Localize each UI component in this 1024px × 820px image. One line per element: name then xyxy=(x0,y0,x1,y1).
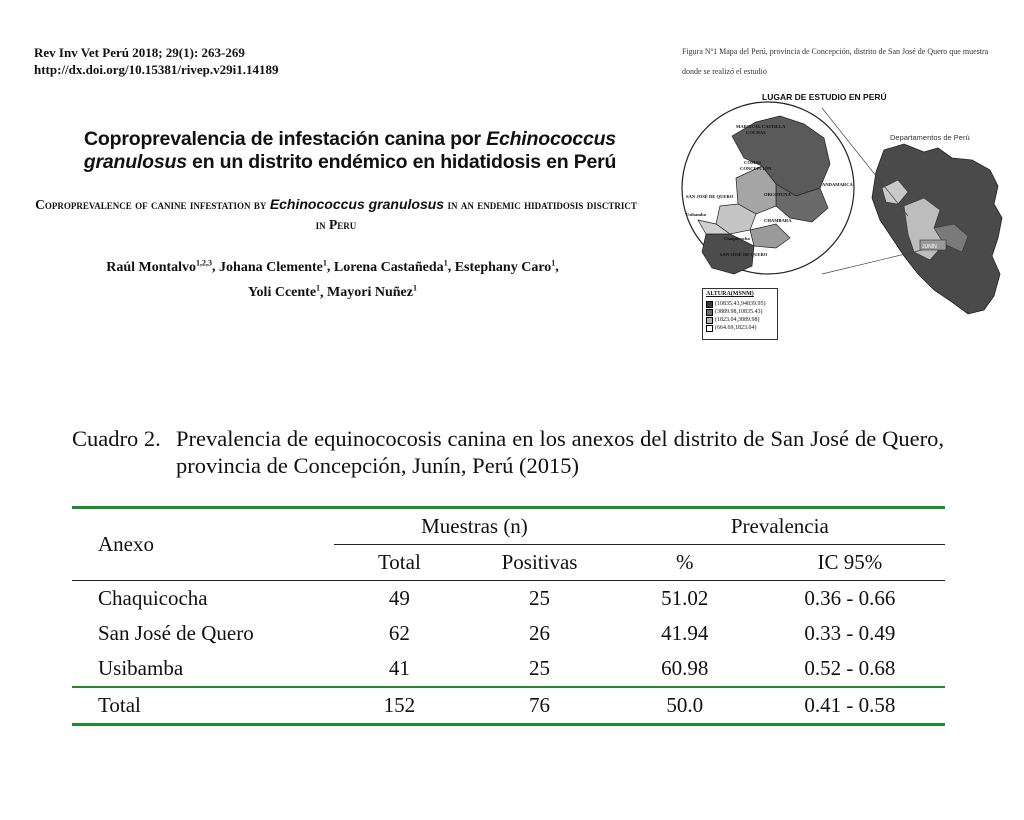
map-legend xyxy=(702,288,778,340)
map-label-chaquicocha: Chaquicocha xyxy=(724,236,750,241)
author-affiliation: 1,2,3 xyxy=(196,258,213,267)
table-cell: 51.02 xyxy=(661,586,709,610)
table-cell: 41.94 xyxy=(661,621,709,645)
author-affiliation: 1 xyxy=(443,258,448,267)
header-muestras: Muestras (n) xyxy=(334,508,614,545)
table-cell: 0.52 - 0.68 xyxy=(804,656,896,680)
map-label-concepcion: CONCEPCIÓN xyxy=(740,166,772,171)
table-cell: 0.36 - 0.66 xyxy=(804,586,896,610)
table-row xyxy=(72,581,945,617)
map-label-usibamba: Usibamba xyxy=(686,212,706,217)
subheader-ci: IC 95% xyxy=(817,550,883,574)
subheader-total: Total xyxy=(377,550,421,574)
author-affiliation: 1 xyxy=(551,258,556,267)
english-title-text: Coproprevalence of canine infestation by xyxy=(35,197,270,212)
subheader-percent: % xyxy=(675,550,694,574)
legend-label: (10835.43,94839.95) xyxy=(715,301,766,307)
citation-line: Rev Inv Vet Perú 2018; 29(1): 263-269 xyxy=(34,45,245,60)
legend-swatch xyxy=(706,325,713,332)
figure-caption-line: Figura Nº1 Mapa del Perú, provincia de Concepción, distrito de San José de Quero que muestra xyxy=(682,47,989,56)
table-cell: 50.0 xyxy=(666,693,704,717)
author-line-2: Yoli Ccente$^1$, Mayori Nuñez$^1$ xyxy=(248,283,417,301)
legend-swatch xyxy=(706,317,713,324)
author-name: Estephany Caro$^1$ xyxy=(454,258,556,275)
table-row xyxy=(72,616,945,651)
title-text-end: en un distrito endémico en hidatidosis en Perú xyxy=(186,151,617,173)
table-cell: 26 xyxy=(529,621,551,645)
author-name: Lorena Castañeda$^1$ xyxy=(333,258,448,275)
article-title xyxy=(60,128,640,174)
prevalence-table xyxy=(72,506,945,726)
author-affiliation: 1 xyxy=(412,283,417,293)
table-total-row xyxy=(72,687,945,725)
author-name: Johana Clemente$^1$ xyxy=(219,258,327,275)
table-cell: Usibamba xyxy=(98,656,184,680)
legend-title: ALTURA(MSNM) xyxy=(706,291,754,297)
english-title-species: Echinococcus granulosus xyxy=(269,196,445,212)
table-cell: 0.41 - 0.58 xyxy=(804,693,896,717)
author-name: Yoli Ccente$^1$ xyxy=(248,283,321,301)
table-cell: 25 xyxy=(529,586,551,610)
map-label-andamarca: ANDAMARCA xyxy=(822,182,853,187)
table-cell: 49 xyxy=(388,586,410,610)
junin-label: JUNÍN xyxy=(922,244,937,250)
legend-item xyxy=(706,308,774,316)
legend-swatch xyxy=(706,309,713,316)
table-cell: 60.98 xyxy=(661,656,709,680)
table-cell: 0.33 - 0.49 xyxy=(804,621,896,645)
author-list xyxy=(50,252,615,303)
map-title: LUGAR DE ESTUDIO EN PERÚ xyxy=(762,92,887,102)
legend-item xyxy=(706,324,774,332)
map-label-orcotuna: ORCOTUNA xyxy=(764,192,791,197)
subheader-positivas: Positivas xyxy=(501,550,578,574)
map-label-chambara: CHAMBARA xyxy=(764,218,792,223)
table-caption-text: Prevalencia de equinococosis canina en los anexos del distrito de San José de Quero, provincia de Concepción, Junín, Perú (2015) xyxy=(176,426,944,478)
legend-items xyxy=(706,300,774,332)
connector-line xyxy=(822,250,922,274)
map-label-comas: COMAS xyxy=(744,160,762,165)
map-label-sanjose: SAN JOSÉ DE QUERO xyxy=(686,194,734,199)
table-cell: 25 xyxy=(529,656,551,680)
figure-caption-line: donde se realizó el estudio xyxy=(682,67,767,76)
map-departments-label: Departamentos de Perú xyxy=(890,133,970,142)
english-title-text-end: in an endemic hidatidosis disctrict in Peru xyxy=(315,197,637,232)
legend-label: (3889.98,10835.43) xyxy=(715,309,763,315)
title-text: Coproprevalencia de infestación canina por xyxy=(84,128,487,150)
table-cell: 62 xyxy=(388,621,410,645)
table-cell: 41 xyxy=(388,656,410,680)
author-line-1: Raúl Montalvo$^{1,2,3}$, Johana Clemente$^1$, Lorena Castañeda$^1$, Estephany Caro$^1$, xyxy=(106,258,559,275)
header-anexo: Anexo xyxy=(72,508,334,581)
figure-caption xyxy=(682,42,1017,82)
table-row xyxy=(72,651,945,687)
author-affiliation: 1 xyxy=(316,283,321,293)
table-cell: San José de Quero xyxy=(98,621,254,645)
english-title xyxy=(30,194,642,235)
table-cell: Chaquicocha xyxy=(98,586,208,610)
author-name: Mayori Nuñez$^1$ xyxy=(327,283,417,301)
map-label-cochas: COCHAS xyxy=(746,130,766,135)
map-label-mariscal: MARISCAL CASTILLA xyxy=(736,124,786,129)
map-label-sanjose-small: SAN JOSÉ DE QUERO xyxy=(720,252,768,257)
legend-item xyxy=(706,316,774,324)
legend-label: (664.69,1823.04) xyxy=(715,325,757,331)
peru-map-figure xyxy=(672,88,1022,344)
table-cell: Total xyxy=(98,693,141,717)
table-cell: 76 xyxy=(529,693,551,717)
title-species: Echinococcus granulosus xyxy=(83,128,616,173)
table-body xyxy=(72,581,945,688)
author-affiliation: 1 xyxy=(322,258,327,267)
table-label: Cuadro 2. xyxy=(72,426,161,451)
author-name: Raúl Montalvo$^{1,2,3}$ xyxy=(106,258,213,275)
legend-swatch xyxy=(706,301,713,308)
legend-item xyxy=(706,300,774,308)
legend-label: (1823.04,3889.98) xyxy=(715,317,760,323)
doi-link[interactable]: http://dx.doi.org/10.15381/rivep.v29i1.14189 xyxy=(34,62,279,77)
journal-citation xyxy=(34,44,278,78)
header-prevalencia: Prevalencia xyxy=(615,508,945,545)
table-cell: 152 xyxy=(383,693,416,717)
